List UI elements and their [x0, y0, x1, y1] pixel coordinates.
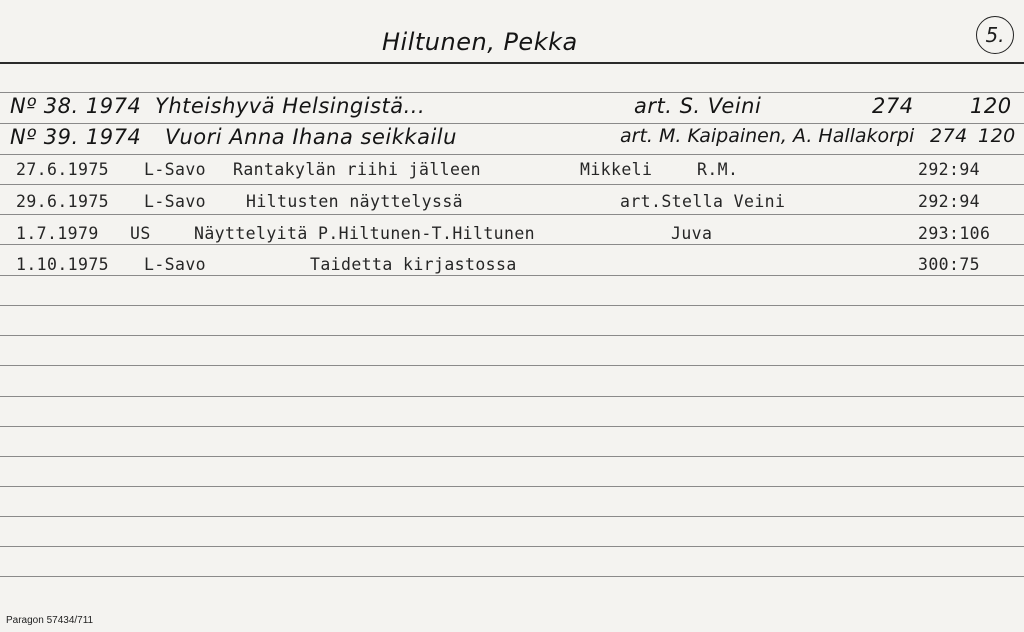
entry-source: L-Savo: [144, 192, 207, 211]
ruled-line: [0, 92, 1024, 93]
entry-date: 1.10.1975: [16, 255, 110, 274]
entry-place: Juva: [671, 224, 713, 243]
ruled-line: [0, 486, 1024, 487]
ruled-line: [0, 305, 1024, 306]
ruled-line: [0, 396, 1024, 397]
entry-credit: R.M.: [697, 160, 739, 179]
ruled-line: [0, 275, 1024, 276]
entry-credit: art. S. Veini: [634, 94, 762, 118]
ruled-line: [0, 154, 1024, 155]
card-number-badge: [976, 16, 1014, 54]
entry-text: Yhteishyvä Helsingistä...: [155, 94, 426, 118]
entry-num: 120: [978, 125, 1016, 147]
entry-date: 29.6.1975: [16, 192, 110, 211]
entry-title: Taidetta kirjastossa: [310, 255, 517, 274]
entry-source: L-Savo: [144, 255, 207, 274]
entry-text: Vuori Anna Ihana seikkailu: [165, 125, 457, 149]
entry-date: 27.6.1975: [16, 160, 110, 179]
card-number: 5.: [985, 23, 1005, 47]
entry-number: Nº 38. 1974: [10, 94, 142, 118]
ruled-line: [0, 576, 1024, 577]
entry-title: Näyttelyitä P.Hiltunen-T.Hiltunen: [194, 224, 536, 243]
entry-ref: 293:106: [918, 224, 991, 243]
entry-number: Nº 39. 1974: [10, 125, 142, 149]
entry-num: 120: [970, 94, 1012, 118]
ruled-line: [0, 244, 1024, 245]
entry-ref: 274: [930, 125, 968, 147]
entry-source: US: [130, 224, 151, 243]
card-heading-name: Hiltunen, Pekka: [382, 28, 578, 56]
entry-credit: art. M. Kaipainen, A. Hallakorpi: [620, 125, 915, 147]
ruled-line: [0, 365, 1024, 366]
entry-ref: 292:94: [918, 160, 981, 179]
ruled-line: [0, 546, 1024, 547]
entry-title: Hiltusten näyttelyssä: [246, 192, 464, 211]
entry-ref: 274: [872, 94, 914, 118]
ruled-line: [0, 335, 1024, 336]
ruled-line: [0, 184, 1024, 185]
header-rule: [0, 62, 1024, 64]
ruled-line: [0, 123, 1024, 124]
entry-credit: art.Stella Veini: [620, 192, 786, 211]
ruled-line: [0, 426, 1024, 427]
ruled-line: [0, 456, 1024, 457]
ruled-line: [0, 214, 1024, 215]
printer-mark: Paragon 57434/711: [6, 615, 94, 626]
entry-source: L-Savo: [144, 160, 207, 179]
ruled-line: [0, 516, 1024, 517]
entry-place: Mikkeli: [580, 160, 653, 179]
entry-ref: 300:75: [918, 255, 981, 274]
entry-title: Rantakylän riihi jälleen: [233, 160, 482, 179]
entry-ref: 292:94: [918, 192, 981, 211]
entry-date: 1.7.1979: [16, 224, 99, 243]
